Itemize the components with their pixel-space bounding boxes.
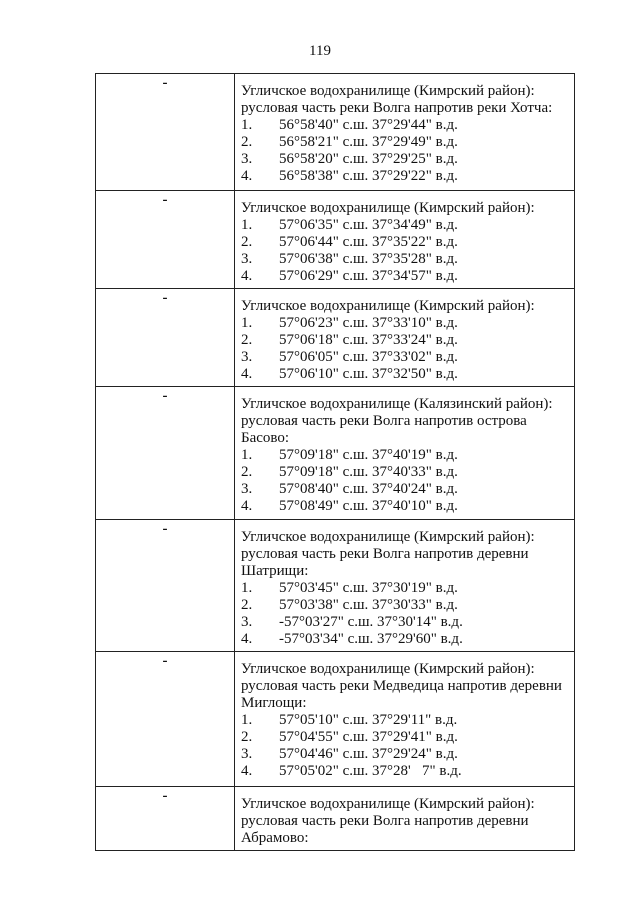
table-row (96, 74, 575, 191)
coordinate-point (241, 217, 570, 234)
table-row (96, 652, 575, 787)
row-marker: - (96, 520, 235, 652)
point-number: 1. (241, 580, 253, 596)
point-number: 3. (241, 251, 253, 267)
coordinate-point (241, 168, 570, 185)
coordinate-point (241, 614, 570, 631)
coordinate-point (241, 349, 570, 366)
point-number: 3. (241, 151, 253, 167)
point-number: 1. (241, 712, 253, 728)
point-coordinates: 57°04'55" с.ш. 37°29'41" в.д. (279, 729, 458, 745)
point-coordinates: 57°08'49" с.ш. 37°40'10" в.д. (279, 498, 458, 514)
coordinate-point (241, 447, 570, 464)
location-title: Угличское водохранилище (Кимрский район): (241, 200, 535, 216)
coordinate-point (241, 332, 570, 349)
point-number: 1. (241, 217, 253, 233)
point-coordinates: -57°03'27" с.ш. 37°30'14" в.д. (279, 614, 463, 630)
point-number: 3. (241, 349, 253, 365)
point-number: 2. (241, 134, 253, 150)
coordinate-point (241, 251, 570, 268)
point-number: 2. (241, 464, 253, 480)
location-description (235, 191, 575, 289)
point-coordinates: 57°05'10" с.ш. 37°29'11" в.д. (279, 712, 458, 728)
location-title: Угличское водохранилище (Кимрский район): русловая часть реки Волга напротив реки Хотча: (241, 83, 553, 116)
point-number: 4. (241, 631, 253, 647)
point-number: 1. (241, 447, 253, 463)
point-coordinates: -57°03'34" с.ш. 37°29'60" в.д. (279, 631, 463, 647)
point-coordinates: 57°03'45" с.ш. 37°30'19" в.д. (279, 580, 458, 596)
location-title: Угличское водохранилище (Кимрский район): русловая часть реки Волга напротив деревни Абрамово: (241, 796, 535, 846)
location-description (235, 387, 575, 520)
coordinate-point (241, 597, 570, 614)
coordinate-point (241, 631, 570, 648)
row-marker: - (96, 387, 235, 520)
table-row (96, 387, 575, 520)
location-description (235, 289, 575, 387)
point-coordinates: 57°06'05" с.ш. 37°33'02" в.д. (279, 349, 458, 365)
row-marker: - (96, 289, 235, 387)
point-coordinates: 57°09'18" с.ш. 37°40'33" в.д. (279, 464, 458, 480)
coordinate-point (241, 134, 570, 151)
point-number: 4. (241, 168, 253, 184)
coordinate-point (241, 117, 570, 134)
point-number: 4. (241, 268, 253, 284)
coordinate-point (241, 464, 570, 481)
point-coordinates: 57°06'44" с.ш. 37°35'22" в.д. (279, 234, 458, 250)
coordinate-point (241, 763, 570, 780)
point-coordinates: 56°58'20" с.ш. 37°29'25" в.д. (279, 151, 458, 167)
point-coordinates: 57°06'35" с.ш. 37°34'49" в.д. (279, 217, 458, 233)
coordinate-point (241, 315, 570, 332)
point-number: 4. (241, 498, 253, 514)
point-number: 4. (241, 366, 253, 382)
table-row (96, 289, 575, 387)
point-coordinates: 57°06'29" с.ш. 37°34'57" в.д. (279, 268, 458, 284)
point-coordinates: 57°06'38" с.ш. 37°35'28" в.д. (279, 251, 458, 267)
point-number: 2. (241, 332, 253, 348)
coordinate-point (241, 729, 570, 746)
coordinates-table (95, 73, 575, 851)
location-description (235, 520, 575, 652)
point-coordinates: 57°06'23" с.ш. 37°33'10" в.д. (279, 315, 458, 331)
table-row (96, 191, 575, 289)
coordinate-point (241, 268, 570, 285)
point-number: 3. (241, 614, 253, 630)
point-number: 2. (241, 597, 253, 613)
row-marker: - (96, 787, 235, 851)
point-coordinates: 57°09'18" с.ш. 37°40'19" в.д. (279, 447, 458, 463)
point-coordinates: 57°03'38" с.ш. 37°30'33" в.д. (279, 597, 458, 613)
coordinate-point (241, 366, 570, 383)
table-body (96, 74, 575, 851)
point-coordinates: 57°06'10" с.ш. 37°32'50" в.д. (279, 366, 458, 382)
location-description (235, 652, 575, 787)
coordinate-point (241, 580, 570, 597)
point-number: 3. (241, 481, 253, 497)
point-coordinates: 57°06'18" с.ш. 37°33'24" в.д. (279, 332, 458, 348)
point-number: 2. (241, 234, 253, 250)
location-title: Угличское водохранилище (Калязинский район): русловая часть реки Волга напротив острова Басово: (241, 396, 553, 446)
point-coordinates: 57°08'40" с.ш. 37°40'24" в.д. (279, 481, 458, 497)
point-number: 1. (241, 117, 253, 133)
location-description (235, 787, 575, 851)
point-coordinates: 56°58'38" с.ш. 37°29'22" в.д. (279, 168, 458, 184)
coordinate-point (241, 498, 570, 515)
coordinate-point (241, 746, 570, 763)
point-number: 3. (241, 746, 253, 762)
row-marker: - (96, 652, 235, 787)
coordinate-point (241, 234, 570, 251)
point-number: 4. (241, 763, 253, 779)
location-description (235, 74, 575, 191)
page-number: 119 (309, 43, 331, 59)
row-marker: - (96, 74, 235, 191)
location-title: Угличское водохранилище (Кимрский район): русловая часть реки Волга напротив деревни Шатрищи: (241, 529, 535, 579)
point-number: 1. (241, 315, 253, 331)
point-coordinates: 57°04'46" с.ш. 37°29'24" в.д. (279, 746, 458, 762)
location-title: Угличское водохранилище (Кимрский район): русловая часть реки Медведица напротив деревни Миглощи: (241, 661, 562, 711)
point-coordinates: 57°05'02" с.ш. 37°28' 7" в.д. (279, 763, 462, 779)
table-row (96, 787, 575, 851)
coordinate-point (241, 712, 570, 729)
point-coordinates: 56°58'21" с.ш. 37°29'49" в.д. (279, 134, 458, 150)
coordinate-point (241, 151, 570, 168)
coordinate-point (241, 481, 570, 498)
point-coordinates: 56°58'40" с.ш. 37°29'44" в.д. (279, 117, 458, 133)
table-row (96, 520, 575, 652)
row-marker: - (96, 191, 235, 289)
point-number: 2. (241, 729, 253, 745)
location-title: Угличское водохранилище (Кимрский район): (241, 298, 535, 314)
